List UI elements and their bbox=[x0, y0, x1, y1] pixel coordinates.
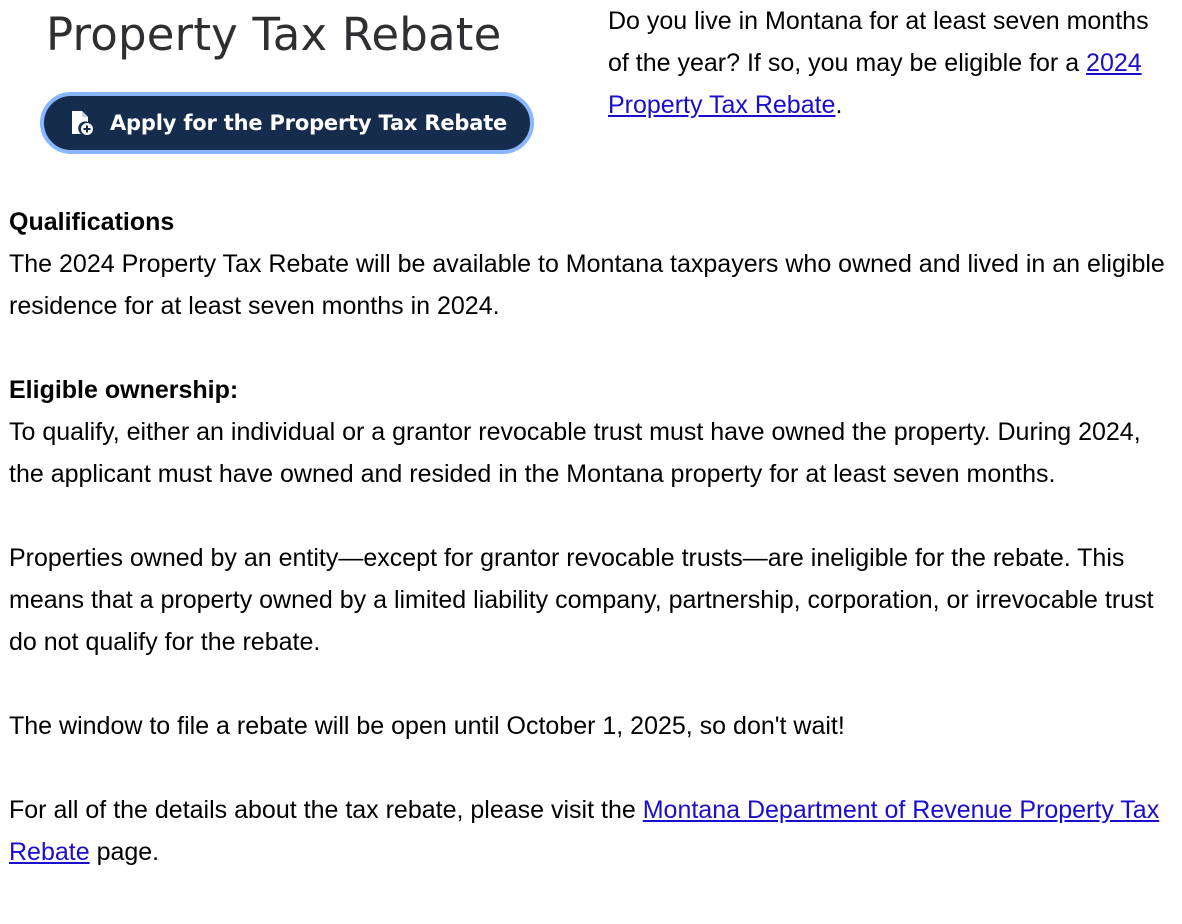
document-add-icon bbox=[70, 110, 94, 136]
qualifications-body: The 2024 Property Tax Rebate will be available to Montana taxpayers who owned and lived in an eligible residence for at least seven months in 2024. bbox=[9, 250, 1165, 320]
entity-note-paragraph: Properties owned by an entity—except for grantor revocable trusts—are ineligible for the rebate. This means that a property owned by a limited liability company, partnership, corporation, or irrevocable trust do not qualify for the rebate. bbox=[9, 544, 1154, 656]
dor-rebate-page-link[interactable]: Montana Department of Revenue Property Tax Rebate bbox=[9, 796, 1160, 866]
eligible-ownership-section bbox=[9, 369, 1174, 495]
eligible-ownership-heading: Eligible ownership: bbox=[9, 376, 239, 404]
page-title: Property Tax Rebate bbox=[46, 8, 502, 61]
property-tax-rebate-link[interactable]: 2024 Property Tax Rebate bbox=[608, 49, 1142, 119]
intro-paragraph bbox=[608, 0, 1168, 126]
qualifications-section bbox=[9, 201, 1174, 327]
main-content bbox=[9, 201, 1174, 915]
details-text-end: page. bbox=[89, 838, 160, 866]
eligible-ownership-body: To qualify, either an individual or a grantor revocable trust must have owned the property. During 2024, the applicant must have owned and resided in the Montana property for at least seven months. bbox=[9, 418, 1141, 488]
intro-text-end: . bbox=[835, 91, 843, 119]
apply-rebate-button-label: Apply for the Property Tax Rebate bbox=[110, 111, 508, 135]
details-paragraph bbox=[9, 789, 1174, 873]
intro-text: Do you live in Montana for at least seven months of the year? If so, you may be eligible for a bbox=[608, 7, 1149, 77]
deadline-paragraph: The window to file a rebate will be open until October 1, 2025, so don't wait! bbox=[9, 712, 845, 740]
qualifications-heading: Qualifications bbox=[9, 208, 175, 236]
details-text: For all of the details about the tax rebate, please visit the bbox=[9, 796, 643, 824]
apply-rebate-button[interactable] bbox=[40, 92, 534, 154]
